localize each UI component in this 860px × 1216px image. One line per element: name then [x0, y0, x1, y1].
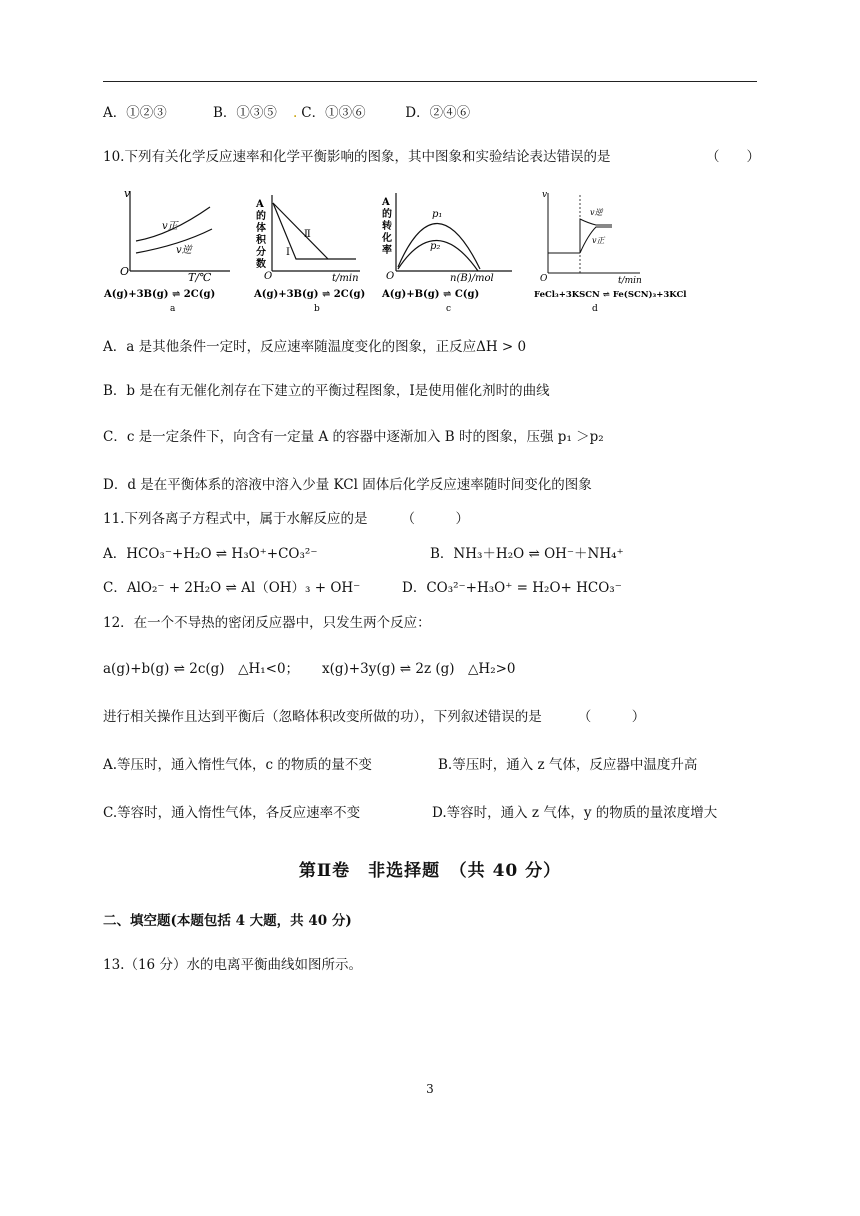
fig-d-label-rev: v逆: [590, 208, 603, 217]
q12-option-b: B.等压时，通入 z 气体，反应器中温度升高: [438, 757, 698, 773]
fig-c-equation: A(g)+B(g) ⇌ C(g): [382, 289, 480, 300]
q9-option-c: C．①③⑥: [301, 105, 366, 121]
q9-options: [103, 104, 470, 122]
fig-b-label-1: Ⅰ: [286, 247, 290, 258]
q9-option-b: B．①③⑤: [213, 105, 277, 121]
fig-b-label-2: Ⅱ: [304, 229, 311, 240]
fig-b-curve-2: [273, 203, 328, 259]
fig-b-tag: b: [314, 304, 320, 314]
fig-c-label-p2: p₂: [430, 241, 441, 252]
figure-b: [252, 183, 382, 315]
q9-option-a: A．①②③: [103, 105, 167, 121]
q10-option-c: C．c 是一定条件下，向含有一定量 A 的容器中逐渐加入 B 时的图象，压强 p₁ ＞p₂: [103, 429, 604, 445]
q12-option-c: C.等容时，通入惰性气体，各反应速率不变: [103, 805, 361, 821]
q10-figures: [100, 183, 700, 318]
q10-option-d: D．d 是在平衡体系的溶液中溶入少量 KCl 固体后化学反应速率随时间变化的图象: [103, 477, 592, 493]
fig-c-xlabel: n(B)/mol: [450, 273, 494, 284]
fig-a-tag: a: [170, 304, 176, 314]
q11-option-a: A．HCO₃⁻+H₂O ⇌ H₃O⁺+CO₃²⁻: [103, 546, 318, 562]
section-2-heading: 二、填空题(本题包括 4 大题，共 40 分): [103, 913, 352, 929]
q11-stem: 11.下列各离子方程式中，属于水解反应的是 （ ）: [103, 511, 469, 527]
q10-stem-text: 10.下列有关化学反应速率和化学平衡影响的图象，其中图象和实验结论表达错误的是: [103, 149, 611, 165]
fig-d-origin: O: [540, 274, 548, 284]
q12-reaction-2: x(g)+3y(g) ⇌ 2z (g) △H₂>0: [322, 661, 516, 677]
fig-c-label-p1: p₁: [432, 209, 443, 220]
fig-d-label-fwd: v正: [592, 236, 605, 245]
q12-reaction-1: a(g)+b(g) ⇌ 2c(g) △H₁<0；: [103, 661, 300, 677]
q10-stem: [103, 148, 610, 166]
fig-a-label-rev: v逆: [176, 245, 192, 256]
q10-paren: （ ）: [706, 149, 760, 165]
page-number: 3: [426, 1082, 434, 1096]
fig-a-equation: A(g)+3B(g) ⇌ 2C(g): [104, 289, 216, 300]
fig-c-origin: O: [386, 271, 395, 282]
fig-d-equation: FeCl₃+3KSCN ⇌ Fe(SCN)₃+3KCl: [534, 290, 687, 300]
q11-option-c: C．AlO₂⁻ + 2H₂O ⇌ Al（OH）₃ + OH⁻: [103, 580, 361, 596]
fig-b-xlabel: t/min: [332, 273, 359, 284]
fig-b-equation: A(g)+3B(g) ⇌ 2C(g): [254, 289, 366, 300]
q10-option-a: A．a 是其他条件一定时，反应速率随温度变化的图象，正反应ΔH > 0: [103, 339, 527, 355]
q12-paren: （ ）: [577, 709, 646, 725]
fig-a-label-fwd: v正: [162, 221, 178, 232]
q11-option-b: B．NH₃＋H₂O ⇌ OH⁻＋NH₄⁺: [430, 546, 624, 562]
fig-a-xlabel: T/℃: [188, 271, 212, 284]
section-2-title: 第Ⅱ卷 非选择题 （共 40 分）: [298, 861, 562, 881]
figure-a: [100, 183, 250, 315]
figure-c: [380, 183, 530, 315]
q13-stem: 13.（16 分）水的电离平衡曲线如图所示。: [103, 957, 362, 973]
figure-d: [532, 183, 702, 315]
fig-b-origin: O: [264, 271, 273, 282]
q11-paren: （ ）: [401, 511, 469, 527]
fig-c-tag: c: [446, 304, 452, 314]
header-rule: [103, 81, 757, 82]
q12-stem: 12．在一个不导热的密闭反应器中，只发生两个反应：: [103, 615, 431, 631]
fig-d-tag: d: [592, 304, 598, 314]
fig-d-xlabel: t/min: [618, 276, 642, 286]
q12-option-d: D.等容时，通入 z 气体，y 的物质的量浓度增大: [432, 805, 718, 821]
q9-option-d: D．②④⑥: [405, 105, 471, 121]
fig-c-ylabel: A 的 转 化 率: [382, 197, 392, 256]
fig-a-curve-rev: [136, 229, 212, 253]
fig-a-origin: O: [120, 265, 130, 278]
q10-option-b: B．b 是在有无催化剂存在下建立的平衡过程图象，Ⅰ是使用催化剂时的曲线: [103, 383, 550, 399]
fig-a-ylabel: v: [124, 187, 131, 200]
stray-dot: .: [293, 105, 298, 121]
fig-d-ylabel: v: [542, 190, 548, 200]
q11-option-d: D．CO₃²⁻+H₃O⁺ = H₂O+ HCO₃⁻: [402, 580, 622, 596]
q12-option-a: A.等压时，通入惰性气体，c 的物质的量不变: [103, 757, 372, 773]
q12-prompt: 进行相关操作且达到平衡后（忽略体积改变所做的功），下列叙述错误的是 （ ）: [103, 709, 646, 725]
fig-b-ylabel: A 的 体 积 分 数: [256, 199, 266, 270]
